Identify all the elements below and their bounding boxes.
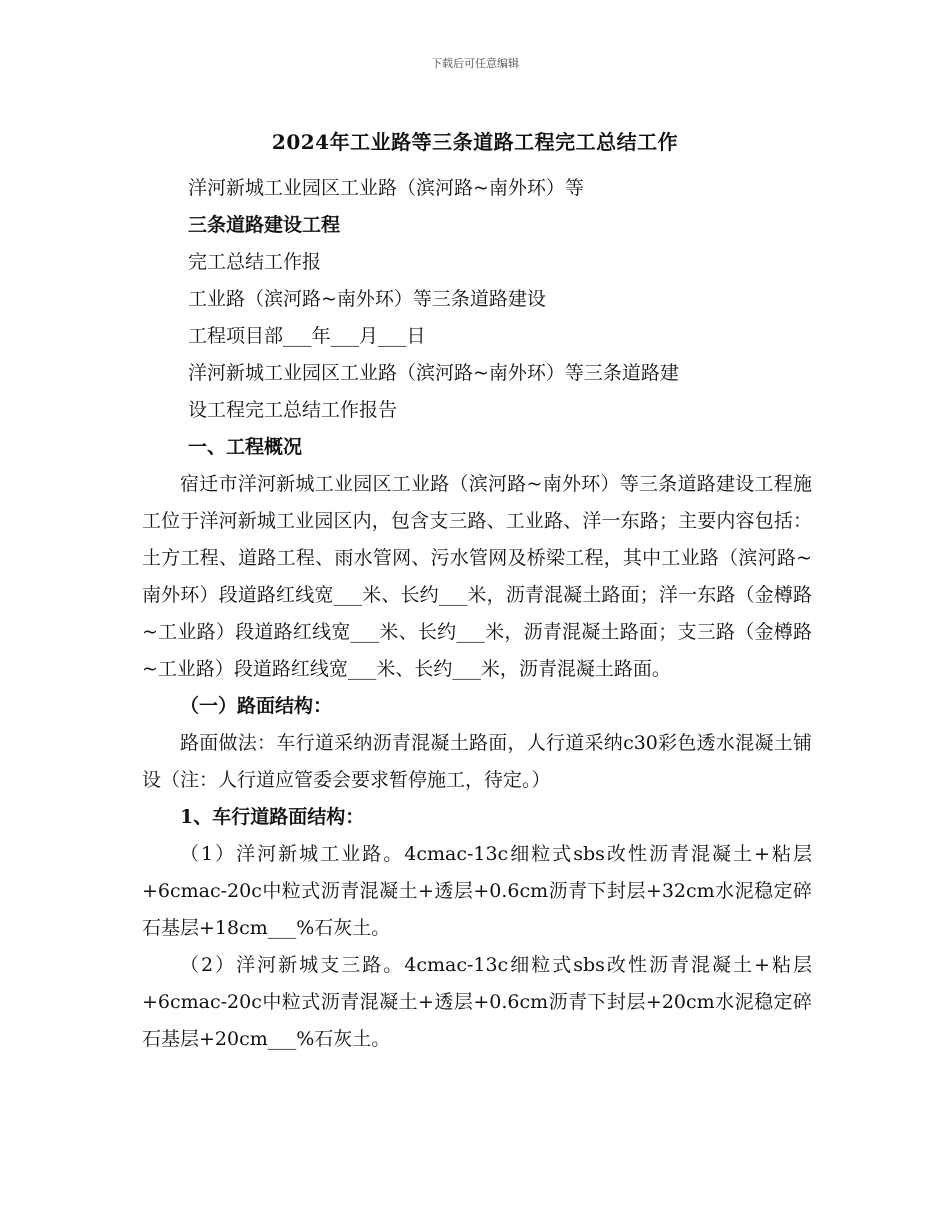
subsection-paragraph: 路面做法：车行道采纳沥青混凝土路面，人行道采纳c30彩色透水混凝土铺设（注：人行道应管委会要求暂停施工，待定。） <box>142 732 812 791</box>
item-paragraph: （1）洋河新城工业路。4cmac-13c细粒式sbs改性沥青混凝土+粘层+6cmac-20c中粒式沥青混凝土+透层+0.6cm沥青下封层+32cm水泥稳定碎石基层+18cm___%石灰土。 <box>142 843 812 939</box>
cover-line: 工业路（滨河路~南外环）等三条道路建设 <box>188 288 546 310</box>
section-paragraph: 宿迁市洋河新城工业园区工业路（滨河路~南外环）等三条道路建设工程施工位于洋河新城工业园区内，包含支三路、工业路、洋一东路；主要内容包括：土方工程、道路工程、雨水管网、污水管网及桥梁工程，其中工业路（滨河路~南外环）段道路红线宽___米、长约___米，沥青混凝土路面；洋一东路（金樽路~工业路）段道路红线宽___米、长约___米，沥青混凝土路面；支三路（金樽路~工业路）段道路红线宽___米、长约___米，沥青混凝土路面。 <box>142 473 812 680</box>
section-heading: 一、工程概况 <box>188 436 303 458</box>
header-note: 下载后可任意编辑 <box>431 57 519 70</box>
document-title: 2024年工业路等三条道路工程完工总结工作 <box>271 130 679 154</box>
cover-line: 洋河新城工业园区工业路（滨河路~南外环）等 <box>188 177 584 199</box>
cover-line: 三条道路建设工程 <box>188 214 341 236</box>
cover-line: 工程项目部___年___月___日 <box>188 325 426 347</box>
cover-line: 设工程完工总结工作报告 <box>188 399 398 421</box>
item-paragraph: （2）洋河新城支三路。4cmac-13c细粒式sbs改性沥青混凝土+粘层+6cmac-20c中粒式沥青混凝土+透层+0.6cm沥青下封层+20cm水泥稳定碎石基层+20cm___%石灰土。 <box>142 954 812 1050</box>
document-body <box>142 170 812 1058</box>
cover-line: 完工总结工作报 <box>188 251 322 273</box>
item-heading: 1、车行道路面结构： <box>180 806 365 828</box>
cover-line: 洋河新城工业园区工业路（滨河路~南外环）等三条道路建 <box>188 362 679 384</box>
subsection-heading: （一）路面结构： <box>180 695 333 717</box>
